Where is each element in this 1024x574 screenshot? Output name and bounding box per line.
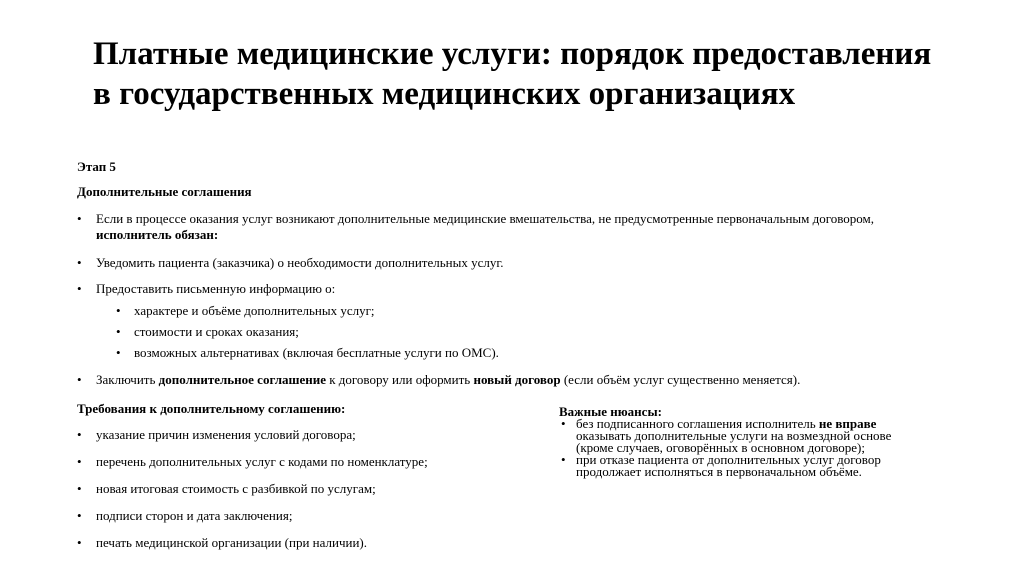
bullet-icon: • — [77, 372, 82, 387]
section-heading: Дополнительные соглашения — [77, 184, 252, 199]
text-run: к договору или оформить — [325, 372, 474, 387]
requirement-text: печать медицинской организации (при наличии). — [96, 535, 367, 550]
list-item-text — [96, 211, 937, 243]
text-run-bold: не вправе — [818, 416, 877, 431]
requirements-heading: Требования к дополнительному соглашению: — [77, 401, 346, 416]
text-run: (если объём услуг существенно меняется). — [560, 372, 801, 387]
bullet-icon: • — [77, 427, 82, 442]
requirement-item — [77, 481, 527, 497]
sub-list-item-text: стоимости и сроках оказания; — [134, 324, 299, 339]
text-run: оказывать дополнительные услуги на возмездной основе (кроме случаев, оговорённых в основном договоре); — [576, 428, 892, 455]
list-item-written-info — [77, 281, 937, 297]
sub-list-item — [116, 303, 816, 319]
list-item-text — [96, 372, 937, 388]
bullet-icon: • — [561, 416, 566, 431]
bullet-icon: • — [116, 324, 121, 339]
note-item — [559, 454, 929, 478]
requirement-text: указание причин изменения условий договора; — [96, 427, 356, 442]
sub-list-item-text: возможных альтернативах (включая бесплатные услуги по ОМС). — [134, 345, 499, 360]
requirement-item — [77, 508, 527, 524]
bullet-icon: • — [77, 454, 82, 469]
bullet-icon: • — [77, 481, 82, 496]
notes-heading: Важные нюансы: — [559, 404, 662, 419]
stage-label: Этап 5 — [77, 159, 116, 174]
bullet-icon: • — [116, 303, 121, 318]
list-item-text: Уведомить пациента (заказчика) о необходимости дополнительных услуг. — [96, 255, 504, 270]
requirement-item — [77, 427, 527, 443]
requirement-item — [77, 535, 527, 551]
bullet-icon: • — [77, 211, 82, 226]
bullet-icon: • — [77, 535, 82, 550]
bullet-icon: • — [77, 508, 82, 523]
bullet-icon: • — [561, 452, 566, 467]
sub-list-item-text: характере и объёме дополнительных услуг; — [134, 303, 375, 318]
sub-list-item — [116, 345, 816, 361]
list-item-text: Предоставить письменную информацию о: — [96, 281, 336, 296]
important-notes — [559, 405, 929, 478]
sub-list-item — [116, 324, 816, 340]
text-run-bold: новый договор — [473, 372, 561, 387]
text-run: без подписанного соглашения исполнитель — [576, 416, 819, 431]
note-text: при отказе пациента от дополнительных услуг договор продолжает исполняться в первоначальном объёме. — [576, 452, 881, 479]
bullet-icon: • — [77, 281, 82, 296]
list-item-notify-patient — [77, 255, 937, 271]
requirement-text: подписи сторон и дата заключения; — [96, 508, 293, 523]
note-item — [559, 418, 929, 454]
requirement-text: перечень дополнительных услуг с кодами по номенклатуре; — [96, 454, 428, 469]
text-run-bold: исполнитель обязан: — [96, 227, 219, 242]
bullet-icon: • — [77, 255, 82, 270]
text-run: Заключить — [96, 372, 159, 387]
text-run: Если в процессе оказания услуг возникают дополнительные медицинские вмешательства, не предусмотренные первоначальным договором, — [96, 211, 875, 226]
text-run-bold: дополнительное соглашение — [158, 372, 326, 387]
bullet-icon: • — [116, 345, 121, 360]
list-item-sign-agreement — [77, 372, 937, 388]
requirement-item — [77, 454, 527, 470]
list-item-additional-interventions — [77, 211, 937, 243]
page-title: Платные медицинские услуги: порядок предоставления в государственных медицинских организациях — [93, 36, 932, 112]
requirement-text: новая итоговая стоимость с разбивкой по услугам; — [96, 481, 376, 496]
